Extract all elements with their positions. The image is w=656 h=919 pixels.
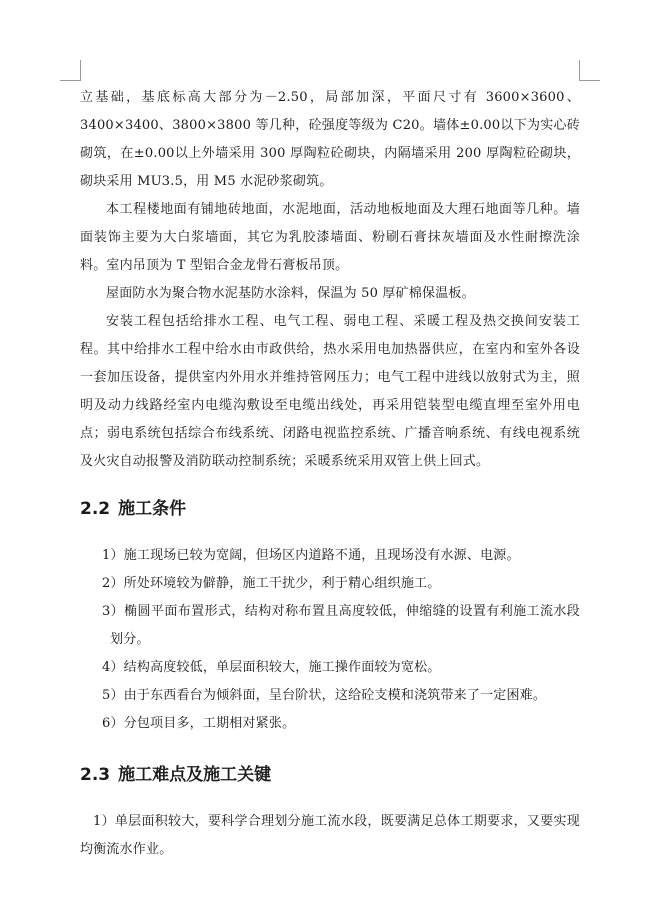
section-number: 2.3 <box>80 765 111 785</box>
list-item: 3）椭圆平面布置形式，结构对称布置且高度较低，伸缩缝的设置有利施工流水段划分。 <box>102 604 580 647</box>
page-corner-mark-left <box>60 60 81 81</box>
list-item: 6）分包项目多，工期相对紧张。 <box>102 716 296 731</box>
section-heading-2-3 <box>80 760 580 790</box>
roof-paragraph: 屋面防水为聚合物水泥基防水涂料，保温为 50 厚矿棉保温板。 <box>106 286 475 301</box>
difficulty-item: 1）单层面积较大，要科学合理划分施工流水段，既要满足总体工期要求，又要实现均衡流水作业。 <box>80 814 580 857</box>
document-body <box>80 84 580 864</box>
list-item: 4）结构高度较低，单层面积较大，施工操作面较为宽松。 <box>102 660 441 675</box>
floor-wall-paragraph: 本工程楼地面有铺地砖地面，水泥地面，活动地板地面及大理石地面等几种。墙面装饰主要为大白浆墙面，其它为乳胶漆墙面、粉刷石膏抹灰墙面及水性耐擦洗涂料。室内吊顶为 T 型铝合金龙骨石膏板吊顶。 <box>80 202 580 273</box>
section-number: 2.2 <box>80 499 111 519</box>
section-title: 施工难点及施工关键 <box>118 765 272 785</box>
page-corner-mark-right <box>579 60 600 81</box>
list-item: 1）施工现场已较为宽阔，但场区内道路不通，且现场没有水源、电源。 <box>102 548 520 563</box>
section-heading-2-2 <box>80 494 580 524</box>
list-item: 2）所处环境较为僻静，施工干扰少，利于精心组织施工。 <box>102 576 441 591</box>
section-title: 施工条件 <box>118 499 187 519</box>
foundation-paragraph: 立基础，基底标高大部分为－2.50，局部加深，平面尺寸有 3600×3600、3400×3400、3800×3800 等几种，砼强度等级为 C20。墙体±0.00以下为实心砖砌筑，在±0.00以上外墙采用 300 厚陶粒砼砌块，内隔墙采用 200 厚陶粒砼砌块，砌块采用 MU3.5，用 M5 水泥砂浆砌筑。 <box>80 90 580 189</box>
installation-paragraph: 安装工程包括给排水工程、电气工程、弱电工程、采暖工程及热交换间安装工程。其中给排水工程中给水由市政供给，热水采用电加热器供应，在室内和室外各设一套加压设备，提供室内外用水并维持管网压力；电气工程中进线以放射式为主，照明及动力线路经室内电缆沟敷设至电缆出线处，再采用铠装型电缆直埋至室外用电点；弱电系统包括综合布线系统、闭路电视监控系统、广播音响系统、有线电视系统及火灾自动报警及消防联动控制系统；采暖系统采用双管上供上回式。 <box>80 314 580 469</box>
list-item: 5）由于东西看台为倾斜面，呈台阶状，这给砼支模和浇筑带来了一定困难。 <box>102 688 547 703</box>
